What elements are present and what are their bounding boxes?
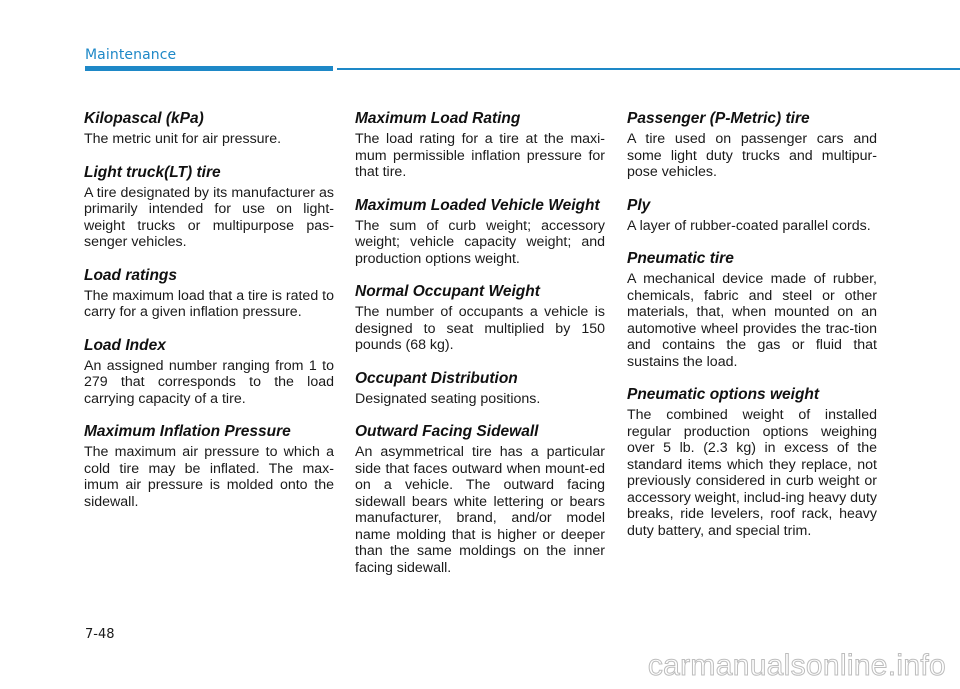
term-definition: Designated seating positions. (355, 390, 541, 407)
watermark: carmanualsonline.info (647, 649, 946, 682)
glossary-entry (84, 267, 334, 321)
glossary-entry (355, 110, 605, 181)
section-header: Maintenance (85, 47, 177, 63)
term-definition: The load rating for a tire at the maxi-mum permissible inflation pressure for that tire. (355, 131, 605, 180)
page-number: 7-48 (85, 627, 115, 642)
term-definition: The metric unit for air pressure. (84, 131, 282, 147)
term-definition: The maximum air pressure to which a cold tire may be inflated. The max-imum air pressure is molded onto the sidewall. (84, 444, 334, 510)
header-rule-thick (85, 66, 333, 71)
term-definition: A tire designated by its manufacturer as primarily intended for use on light-weight trucks or multipurpose pas-senger vehicles. (84, 184, 334, 250)
glossary-entry (84, 164, 334, 251)
term-title: Maximum Load Rating (355, 110, 521, 127)
glossary-entry (627, 250, 877, 370)
term-title: Ply (627, 196, 651, 214)
term-title: Pneumatic tire (627, 250, 734, 267)
term-definition: A layer of rubber-coated parallel cords. (627, 217, 871, 234)
glossary-entry (355, 370, 605, 408)
term-definition: The sum of curb weight; accessory weight; vehicle capacity weight; and production options weight. (355, 217, 605, 267)
term-definition: A tire used on passenger cars and some light duty trucks and multipur-pose vehicles. (627, 131, 877, 180)
term-title: Occupant Distribution (355, 369, 518, 387)
term-title: Passenger (P-Metric) tire (627, 110, 810, 127)
glossary-entry (355, 197, 605, 268)
glossary-entry (84, 337, 334, 408)
glossary-entry (627, 197, 877, 235)
glossary-entry (627, 386, 877, 539)
glossary-entry (627, 110, 877, 181)
glossary-entry (355, 283, 605, 354)
term-title: Kilopascal (kPa) (84, 110, 204, 127)
term-definition: The combined weight of installed regular production options weighing over 5 lb. (2.3 kg) in excess of the standard items which they replace, not previously considered in curb weight or accessory weight, includ-ing heavy duty breaks, ride levelers, roof rack, heavy duty battery, and special trim. (627, 407, 877, 539)
term-title: Load ratings (84, 266, 178, 284)
term-title: Pneumatic options weight (627, 386, 820, 403)
term-definition: A mechanical device made of rubber, chemicals, fabric and steel or other materials, that, when mounted on an automotive wheel provides the trac-tion and contains the gas or fluid that sustains the load. (627, 271, 877, 370)
glossary-entry (84, 423, 334, 510)
term-title: Normal Occupant Weight (355, 283, 540, 300)
term-title: Maximum Loaded Vehicle Weight (355, 196, 600, 214)
term-definition: The maximum load that a tire is rated to carry for a given inflation pressure. (84, 287, 334, 320)
glossary-entry (355, 423, 605, 576)
column-3 (627, 110, 877, 555)
column-2 (355, 110, 605, 592)
glossary-entry (84, 110, 334, 148)
header-rule-thin (337, 68, 960, 70)
term-title: Load Index (84, 336, 166, 354)
term-title: Maximum Inflation Pressure (84, 423, 291, 440)
term-title: Light truck(LT) tire (84, 163, 221, 181)
term-definition: An asymmetrical tire has a particular side that faces outward when mount-ed on a vehicle. The outward facing sidewall bears white lettering or bears manufacturer, brand, and/or model name molding that is higher or deeper than the same moldings on the inner facing sidewall. (355, 444, 605, 576)
term-definition: An assigned number ranging from 1 to 279 that corresponds to the load carrying capacity of a tire. (84, 357, 334, 407)
column-1 (84, 110, 334, 526)
term-definition: The number of occupants a vehicle is designed to seat multiplied by 150 pounds (68 kg). (355, 304, 605, 353)
term-title: Outward Facing Sidewall (355, 423, 539, 440)
